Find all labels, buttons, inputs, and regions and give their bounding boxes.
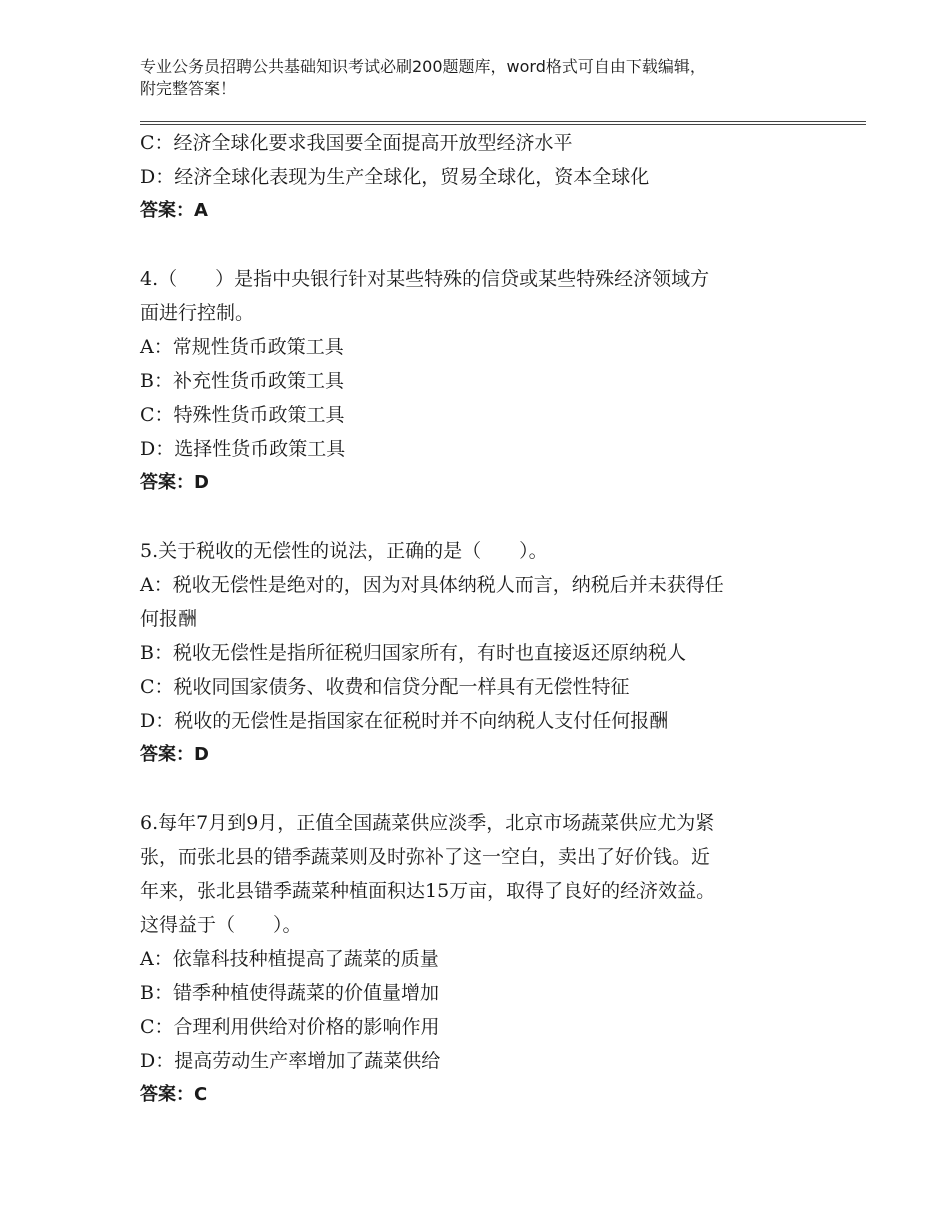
q5-option-c: C：税收同国家债务、收费和信贷分配一样具有无偿性特征 xyxy=(140,676,630,698)
q6-option-d: D：提高劳动生产率增加了蔬菜供给 xyxy=(140,1050,441,1072)
document-header xyxy=(140,56,840,100)
question-6 xyxy=(140,806,840,1112)
q4-option-a: A：常规性货币政策工具 xyxy=(140,336,344,358)
q4-option-b: B：补充性货币政策工具 xyxy=(140,370,344,392)
header-line-1: 专业公务员招聘公共基础知识考试必刷200题题库，word格式可自由下载编辑， xyxy=(140,57,706,76)
q5-option-b: B：税收无偿性是指所征税归国家所有，有时也直接返还原纳税人 xyxy=(140,642,686,664)
q3-option-c: C：经济全球化要求我国要全面提高开放型经济水平 xyxy=(140,132,573,154)
q6-answer: 答案：C xyxy=(140,1084,208,1105)
q6-option-c: C：合理利用供给对价格的影响作用 xyxy=(140,1016,440,1038)
header-rule-bottom xyxy=(140,124,866,125)
q4-answer: 答案：D xyxy=(140,472,209,493)
q6-stem-line-1: 6.每年7月到9月，正值全国蔬菜供应淡季，北京市场蔬菜供应尤为紧 xyxy=(140,812,715,834)
q5-answer: 答案：D xyxy=(140,744,209,765)
q5-stem: 5.关于税收的无偿性的说法，正确的是（ ）。 xyxy=(140,540,548,562)
q6-option-a: A：依靠科技种植提高了蔬菜的质量 xyxy=(140,948,439,970)
q3-answer: 答案：A xyxy=(140,200,208,221)
question-3-continuation xyxy=(140,126,840,228)
document-body xyxy=(140,126,840,1112)
q4-option-c: C：特殊性货币政策工具 xyxy=(140,404,345,426)
spacer xyxy=(140,772,840,806)
q5-option-a-line-1: A：税收无偿性是绝对的，因为对具体纳税人而言，纳税后并未获得任 xyxy=(140,574,724,596)
q4-stem-line-1: 4.（ ）是指中央银行针对某些特殊的信贷或某些特殊经济领域方 xyxy=(140,268,710,290)
q6-stem-line-3: 年来，张北县错季蔬菜种植面积达15万亩，取得了良好的经济效益。 xyxy=(140,880,716,902)
q6-option-b: B：错季种植使得蔬菜的价值量增加 xyxy=(140,982,439,1004)
header-rule-top xyxy=(140,121,866,122)
q5-option-a-line-2: 何报酬 xyxy=(140,608,198,630)
header-line-2: 附完整答案！ xyxy=(140,79,237,98)
q4-option-d: D：选择性货币政策工具 xyxy=(140,438,346,460)
q6-stem-line-4: 这得益于（ ）。 xyxy=(140,914,302,936)
q6-stem-line-2: 张，而张北县的错季蔬菜则及时弥补了这一空白，卖出了好价钱。近 xyxy=(140,846,711,868)
q4-stem-line-2: 面进行控制。 xyxy=(140,302,255,324)
q3-option-d: D：经济全球化表现为生产全球化，贸易全球化，资本全球化 xyxy=(140,166,650,188)
spacer xyxy=(140,500,840,534)
question-5 xyxy=(140,534,840,772)
spacer xyxy=(140,228,840,262)
q5-option-d: D：税收的无偿性是指国家在征税时并不向纳税人支付任何报酬 xyxy=(140,710,669,732)
question-4 xyxy=(140,262,840,500)
